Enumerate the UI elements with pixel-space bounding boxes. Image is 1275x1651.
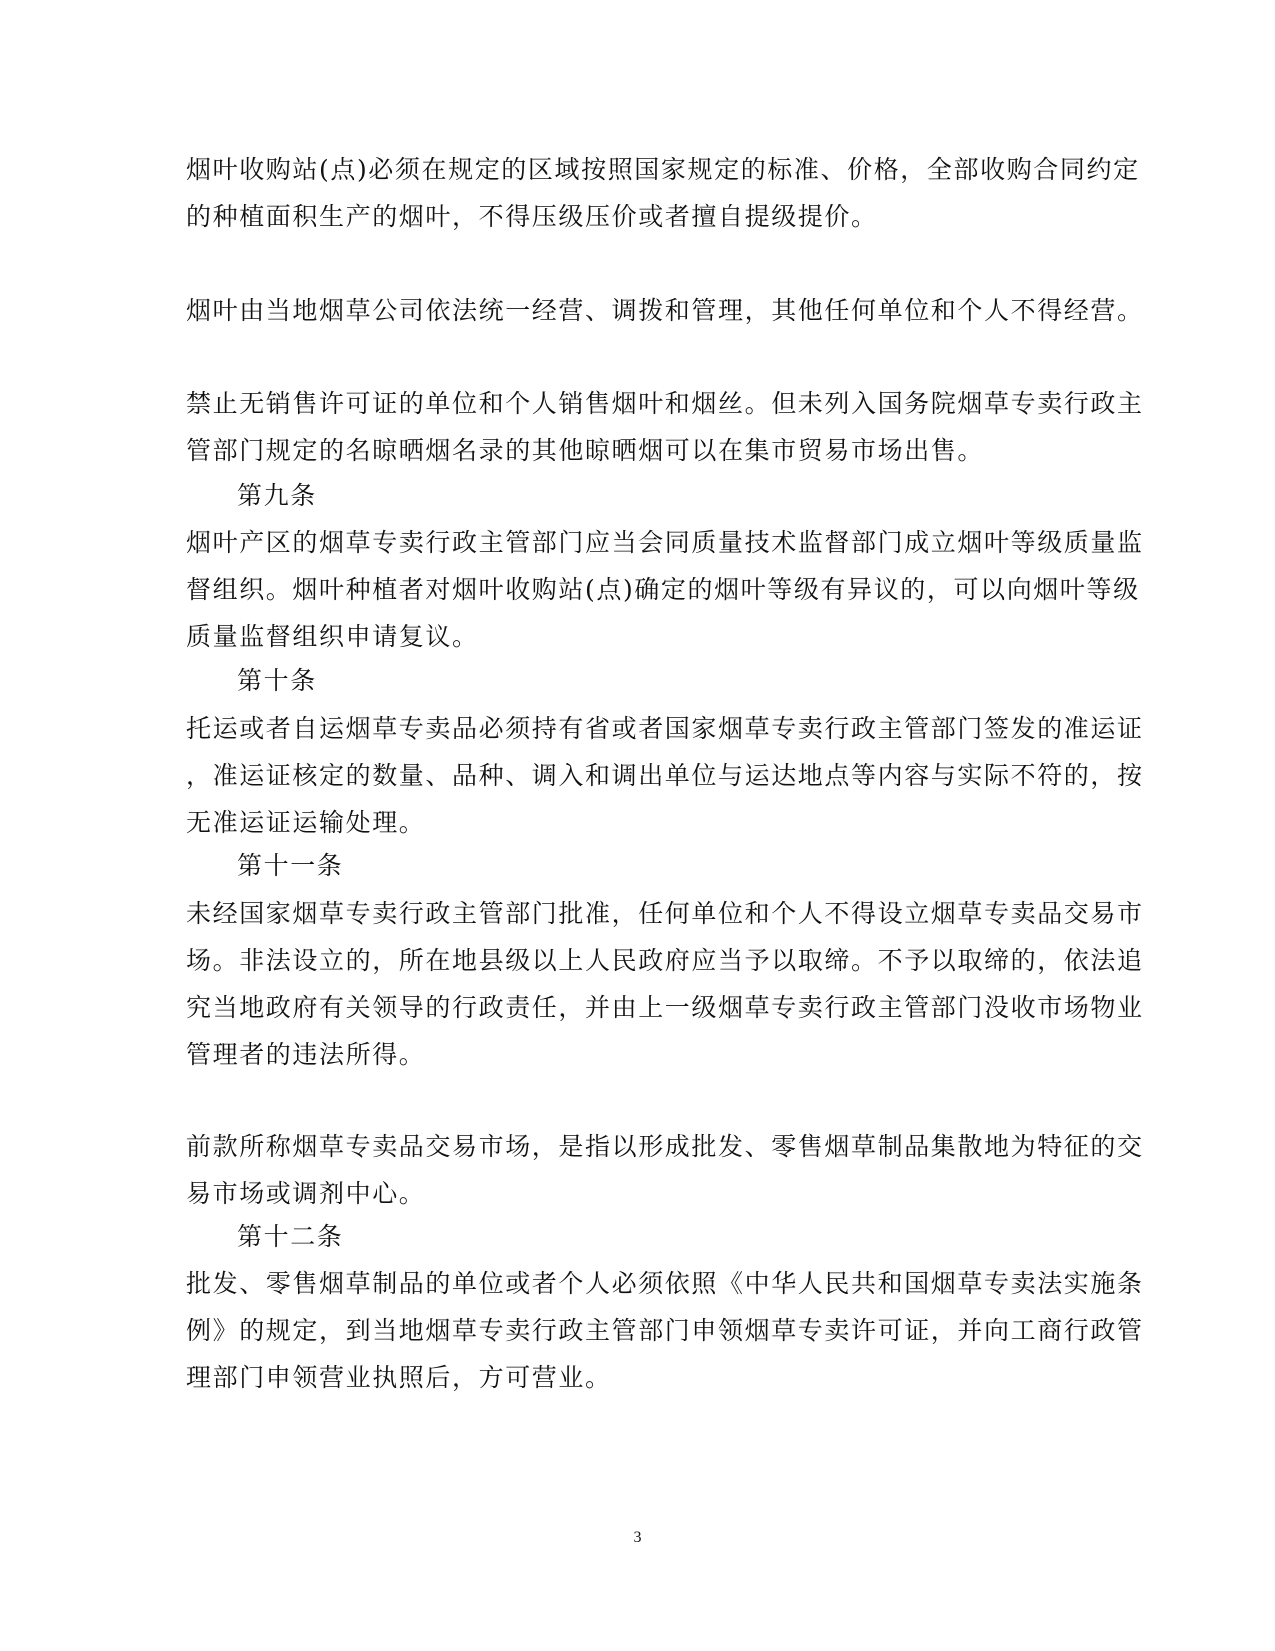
paragraph-line: 未经国家烟草专卖行政主管部门批准，任何单位和个人不得设立烟草专卖品交易市 <box>186 899 1144 928</box>
paragraph-line: 场。非法设立的，所在地县级以上人民政府应当予以取缔。不予以取缔的，依法追 <box>186 946 1144 975</box>
paragraph-line: 的种植面积生产的烟叶，不得压级压价或者擅自提级提价。 <box>186 202 878 231</box>
paragraph-line: 质量监督组织申请复议。 <box>186 622 479 651</box>
article-heading: 第十二条 <box>237 1222 344 1251</box>
paragraph-line: 易市场或调剂中心。 <box>186 1179 426 1208</box>
article-heading: 第九条 <box>237 481 317 510</box>
paragraph-line: 无准运证运输处理。 <box>186 808 426 837</box>
paragraph-line: 督组织。烟叶种植者对烟叶收购站(点)确定的烟叶等级有异议的，可以向烟叶等级 <box>186 575 1140 604</box>
paragraph-line: 管理者的违法所得。 <box>186 1040 426 1069</box>
article-heading: 第十一条 <box>237 851 344 880</box>
paragraph-line: 管部门规定的名晾晒烟名录的其他晾晒烟可以在集市贸易市场出售。 <box>186 436 985 465</box>
paragraph-line: 烟叶收购站(点)必须在规定的区域按照国家规定的标准、价格，全部收购合同约定 <box>186 155 1140 184</box>
paragraph-line: 理部门申领营业执照后，方可营业。 <box>186 1363 612 1392</box>
paragraph-line: 例》的规定，到当地烟草专卖行政主管部门申领烟草专卖许可证，并向工商行政管 <box>186 1316 1144 1345</box>
paragraph-line: 究当地政府有关领导的行政责任，并由上一级烟草专卖行政主管部门没收市场物业 <box>186 993 1144 1022</box>
paragraph-line: 托运或者自运烟草专卖品必须持有省或者国家烟草专卖行政主管部门签发的准运证 <box>186 714 1144 743</box>
paragraph-line: 烟叶由当地烟草公司依法统一经营、调拨和管理，其他任何单位和个人不得经营。 <box>186 296 1144 325</box>
page-number: 3 <box>633 1529 642 1546</box>
paragraph-line: ，准运证核定的数量、品种、调入和调出单位与运达地点等内容与实际不符的，按 <box>186 761 1144 790</box>
paragraph-line: 烟叶产区的烟草专卖行政主管部门应当会同质量技术监督部门成立烟叶等级质量监 <box>186 528 1144 557</box>
paragraph-line: 禁止无销售许可证的单位和个人销售烟叶和烟丝。但未列入国务院烟草专卖行政主 <box>186 389 1144 418</box>
paragraph-line: 批发、零售烟草制品的单位或者个人必须依照《中华人民共和国烟草专卖法实施条 <box>186 1269 1144 1298</box>
article-heading: 第十条 <box>237 666 317 695</box>
paragraph-line: 前款所称烟草专卖品交易市场，是指以形成批发、零售烟草制品集散地为特征的交 <box>186 1132 1144 1161</box>
